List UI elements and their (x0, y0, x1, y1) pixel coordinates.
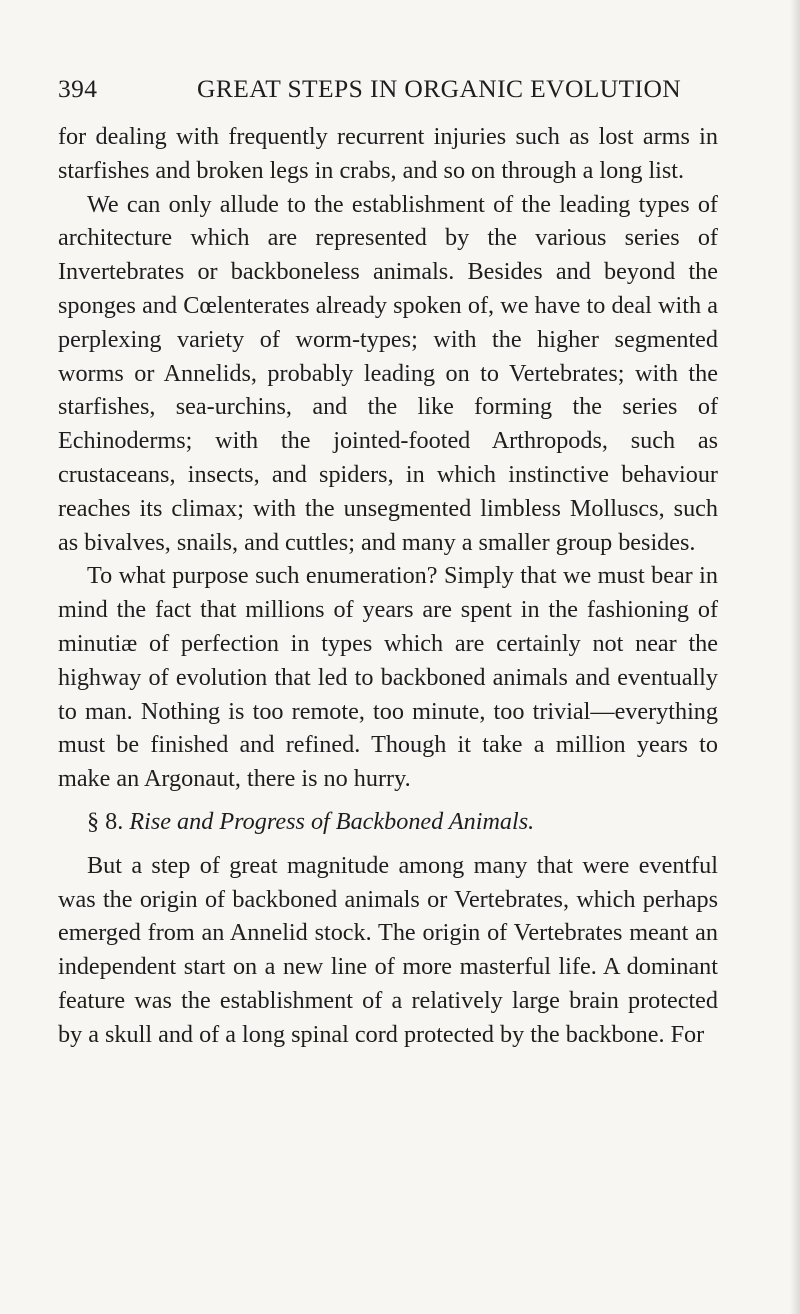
paragraph: But a step of great magnitude among many that were eventful was the origin of backboned animals or Vertebrates, which perhaps emerged from an Annelid stock. The origin of Vertebrates meant an independent start on a new line of more masterful life. A dominant feature was the establishment of a relatively large brain protected by a skull and of a long spinal cord protected by the backbone. For (58, 851, 718, 1048)
paragraph: To what purpose such enumeration? Simply that we must bear in mind the fact that millions of years are spent in the fashioning of minutiæ of perfection in types which are certainly not near the highway of evolution that led to backboned animals and eventually to man. Nothing is too remote, too minute, too trivial—everything must be finished and refined. Though it take a million years to make an Argonaut, there is no hurry. (58, 562, 718, 793)
body-text (58, 120, 718, 1052)
running-title: GREAT STEPS IN ORGANIC EVOLUTION (197, 74, 682, 103)
section-title: Rise and Progress of Backboned Animals. (129, 807, 535, 835)
running-head (58, 74, 718, 110)
paragraph: We can only allude to the establishment of the leading types of architecture which are represented by the various series of Invertebrates or backboneless animals. Besides and beyond the sponges and Cœlenterates already spoken of, we have to deal with a perplexing variety of worm-types; with the higher segmented worms or Annelids, probably leading on to Vertebrates; with the starfishes, sea-urchins, and the like forming the series of Echinoderms; with the jointed-footed Arthropods, such as crustaceans, insects, and spiders, in which instinctive behaviour reaches its climax; with the unsegmented limbless Molluscs, such as bivalves, snails, and cuttles; and many a smaller group besides. (58, 190, 718, 556)
paragraph-continued: for dealing with frequently recurrent injuries such as lost arms in starfishes and broken legs in crabs, and so on through a long list. (58, 123, 718, 184)
section-number: § 8. (87, 807, 124, 835)
page-edge-shadow (790, 0, 800, 1314)
page-number: 394 (58, 74, 98, 103)
section-heading (58, 805, 718, 839)
